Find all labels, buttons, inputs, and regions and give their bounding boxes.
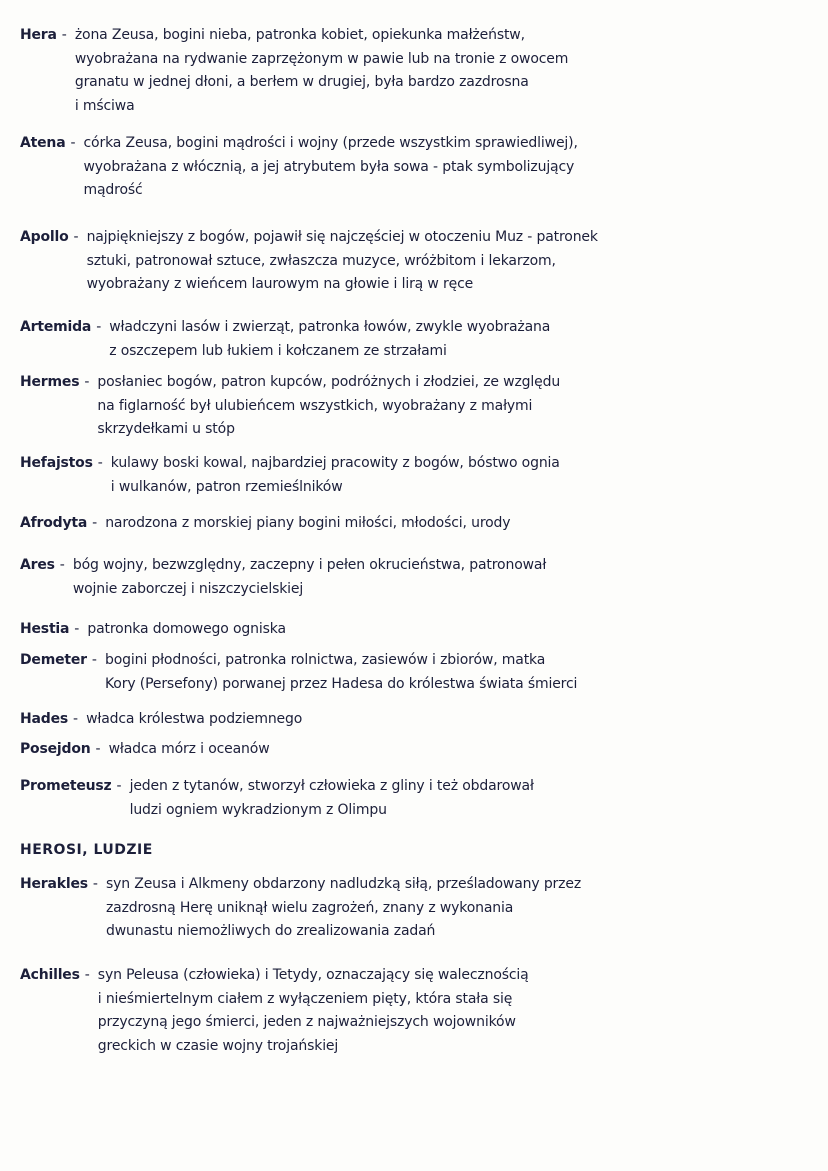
dash: - — [73, 711, 79, 727]
description-line: wyobrażana z włócznią, a jej atrybutem była sowa - ptak symbolizujący — [83, 158, 575, 175]
description-line: posłaniec bogów, patron kupców, podróżnych i złodziei, ze względu — [97, 374, 561, 390]
dash: - — [97, 455, 103, 471]
dash: - — [70, 135, 76, 151]
entry-demeter — [20, 649, 577, 696]
entry-label: Prometeusz — [20, 778, 112, 794]
entry-prometeusz — [20, 775, 534, 822]
entry-label: Posejdon — [20, 741, 91, 757]
entry-description — [109, 738, 270, 762]
section-heading-heroes: HEROSI, LUDZIE — [20, 842, 153, 858]
entry-description — [111, 452, 560, 499]
dash: - — [73, 229, 79, 245]
description-line: z oszczepem lub łukiem i kołczanem ze strzałami — [109, 342, 447, 359]
entry-description — [87, 226, 598, 297]
entry-afrodyta — [20, 512, 510, 536]
entry-label: Hermes — [20, 374, 80, 390]
entry-label: Hefajstos — [20, 455, 93, 471]
entry-description — [130, 775, 534, 822]
entry-label: Ares — [20, 557, 55, 573]
entry-ares — [20, 554, 546, 601]
entry-description — [106, 873, 581, 944]
description-line: syn Peleusa (człowieka) i Tetydy, oznaczający się walecznością — [97, 967, 529, 983]
entry-description — [97, 371, 560, 442]
entry-label: Hades — [20, 711, 69, 727]
entry-description — [98, 964, 529, 1058]
description-line: przyczyną jego śmierci, jeden z najważniejszych wojowników — [97, 1014, 516, 1030]
entry-apollo — [20, 226, 598, 297]
entry-description — [109, 316, 550, 363]
dash: - — [92, 515, 98, 531]
description-line: i nieśmiertelnym ciałem z wyłączeniem pięty, która stała się — [97, 990, 513, 1007]
dash: - — [95, 741, 101, 757]
entry-description — [73, 554, 546, 601]
entry-label: Achilles — [20, 967, 80, 983]
description-line: wyobrażana na rydwanie zaprzężonym w pawie lub na tronie z owocem — [74, 50, 569, 67]
entry-artemida — [20, 316, 550, 363]
description-line: władca królestwa podziemnego — [86, 711, 303, 727]
entry-hestia — [20, 618, 286, 642]
entry-hera — [20, 24, 568, 118]
entry-hefajstos — [20, 452, 560, 499]
dash: - — [74, 621, 80, 637]
entry-label: Herakles — [20, 876, 88, 892]
description-line: władczyni lasów i zwierząt, patronka łowów, zwykle wyobrażana — [109, 319, 551, 335]
entry-herakles — [20, 873, 581, 944]
description-line: kulawy boski kowal, najbardziej pracowity z bogów, bóstwo ognia — [110, 455, 560, 471]
description-line: żona Zeusa, bogini nieba, patronka kobiet, opiekunka małżeństw, — [74, 27, 525, 43]
description-line: bogini płodności, patronka rolnictwa, zasiewów i zbiorów, matka — [104, 652, 546, 668]
entry-posejdon — [20, 738, 270, 762]
dash: - — [116, 778, 122, 794]
description-line: bóg wojny, bezwzględny, zaczepny i pełen okrucieństwa, patronował — [72, 557, 547, 573]
description-line: skrzydełkami u stóp — [97, 421, 235, 437]
entry-label: Demeter — [20, 652, 87, 668]
entry-description — [105, 649, 577, 696]
entry-label: Atena — [20, 135, 66, 151]
description-line: patronka domowego ogniska — [87, 621, 286, 637]
description-line: wojnie zaborczej i niszczycielskiej — [72, 580, 304, 597]
description-line: córka Zeusa, bogini mądrości i wojny (przede wszystkim sprawiedliwej), — [83, 135, 578, 151]
dash: - — [91, 652, 97, 668]
entry-atena — [20, 132, 578, 203]
dash: - — [84, 967, 90, 983]
dash: - — [84, 374, 90, 390]
entry-achilles — [20, 964, 529, 1058]
description-line: ludzi ogniem wykradzionym z Olimpu — [129, 801, 387, 818]
description-line: dwunastu niemożliwych do zrealizowania zadań — [105, 923, 436, 939]
entry-label: Afrodyta — [20, 515, 88, 531]
entry-label: Apollo — [20, 229, 69, 245]
description-line: sztuki, patronował sztuce, zwłaszcza muzyce, wróżbitom i lekarzom, — [86, 252, 556, 269]
description-line: jeden z tytanów, stworzył człowieka z gliny i też obdarował — [129, 778, 534, 794]
description-line: syn Zeusa i Alkmeny obdarzony nadludzką siłą, prześladowany przez — [105, 876, 582, 892]
description-line: narodzona z morskiej piany bogini miłości, młodości, urody — [105, 515, 511, 531]
entry-label: Hestia — [20, 621, 70, 637]
description-line: najpiękniejszy z bogów, pojawił się najczęściej w otoczeniu Muz - patronek — [86, 229, 598, 245]
description-line: na figlarność był ulubieńcem wszystkich, wyobrażany z małymi — [97, 397, 533, 414]
description-line: zazdrosną Herę uniknął wielu zagrożeń, znany z wykonania — [105, 899, 514, 916]
entry-label: Artemida — [20, 319, 92, 335]
dash: - — [59, 557, 65, 573]
description-line: i mściwa — [74, 97, 135, 114]
dash: - — [61, 27, 67, 43]
entry-hermes — [20, 371, 560, 442]
entry-description — [105, 512, 510, 536]
entry-description — [75, 24, 568, 118]
entry-hades — [20, 708, 302, 732]
description-line: Kory (Persefony) porwanej przez Hadesa do królestwa świata śmierci — [104, 675, 578, 692]
entry-label: Hera — [20, 27, 57, 43]
entry-description — [86, 708, 302, 732]
description-line: wyobrażany z wieńcem laurowym na głowie i lirą w ręce — [86, 276, 474, 292]
entry-description — [84, 132, 578, 203]
description-line: i wulkanów, patron rzemieślników — [110, 478, 343, 495]
entry-description — [87, 618, 286, 642]
dash: - — [96, 319, 102, 335]
description-line: granatu w jednej dłoni, a berłem w drugiej, była bardzo zazdrosna — [74, 74, 529, 90]
dash: - — [92, 876, 98, 892]
description-line: władca mórz i oceanów — [108, 741, 270, 757]
description-line: mądrość — [83, 182, 143, 198]
description-line: greckich w czasie wojny trojańskiej — [97, 1037, 339, 1054]
